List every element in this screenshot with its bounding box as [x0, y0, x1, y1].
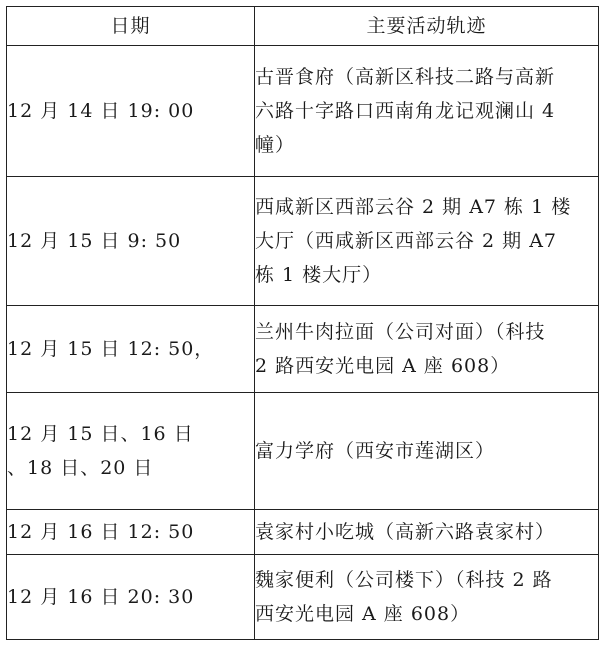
- table-row: [7, 46, 599, 177]
- date-line: 12 月 16 日 20: 30: [7, 586, 195, 608]
- date-line: 、18 日、20 日: [7, 457, 154, 479]
- table-row: [7, 177, 599, 306]
- table-row: [7, 306, 599, 393]
- date-line: 12 月 15 日、16 日: [7, 423, 194, 445]
- date-cell: [7, 177, 255, 306]
- track-line: 六路十字路口西南角龙记观澜山 4: [255, 100, 556, 122]
- date-line: 12 月 15 日 9: 50: [7, 230, 182, 252]
- track-line: 2 路西安光电园 A 座 608）: [255, 355, 511, 377]
- track-cell: [255, 46, 599, 177]
- date-cell: [7, 555, 255, 640]
- track-line: 富力学府（西安市莲湖区）: [255, 440, 496, 462]
- date-line: 12 月 16 日 12: 50: [7, 521, 195, 543]
- track-cell: [255, 393, 599, 510]
- track-cell: [255, 510, 599, 555]
- itinerary-table: [6, 6, 599, 640]
- track-line: 袁家村小吃城（高新六路袁家村）: [255, 521, 556, 543]
- date-cell: [7, 510, 255, 555]
- track-cell: [255, 555, 599, 640]
- track-line: 西安光电园 A 座 608）: [255, 603, 471, 625]
- track-column-header: 主要活动轨迹: [255, 7, 599, 46]
- track-cell: [255, 306, 599, 393]
- table-row: [7, 555, 599, 640]
- track-line: 兰州牛肉拉面（公司对面）（科技: [255, 321, 546, 343]
- date-column-header: 日期: [7, 7, 255, 46]
- date-cell: [7, 46, 255, 177]
- table-row: [7, 393, 599, 510]
- track-line: 西咸新区西部云谷 2 期 A7 栋 1 楼: [255, 196, 572, 218]
- table-header-row: [7, 7, 599, 46]
- date-cell: [7, 306, 255, 393]
- table-row: [7, 510, 599, 555]
- date-cell: [7, 393, 255, 510]
- date-line: 12 月 15 日 12: 50，: [7, 338, 215, 360]
- track-line: 幢）: [255, 134, 296, 156]
- track-line: 栋 1 楼大厅）: [255, 264, 383, 286]
- track-cell: [255, 177, 599, 306]
- date-line: 12 月 14 日 19: 00: [7, 100, 195, 122]
- track-line: 魏家便利（公司楼下）（科技 2 路: [255, 569, 553, 591]
- track-line: 大厅（西咸新区西部云谷 2 期 A7: [255, 230, 558, 252]
- track-line: 古晋食府（高新区科技二路与高新: [255, 66, 556, 88]
